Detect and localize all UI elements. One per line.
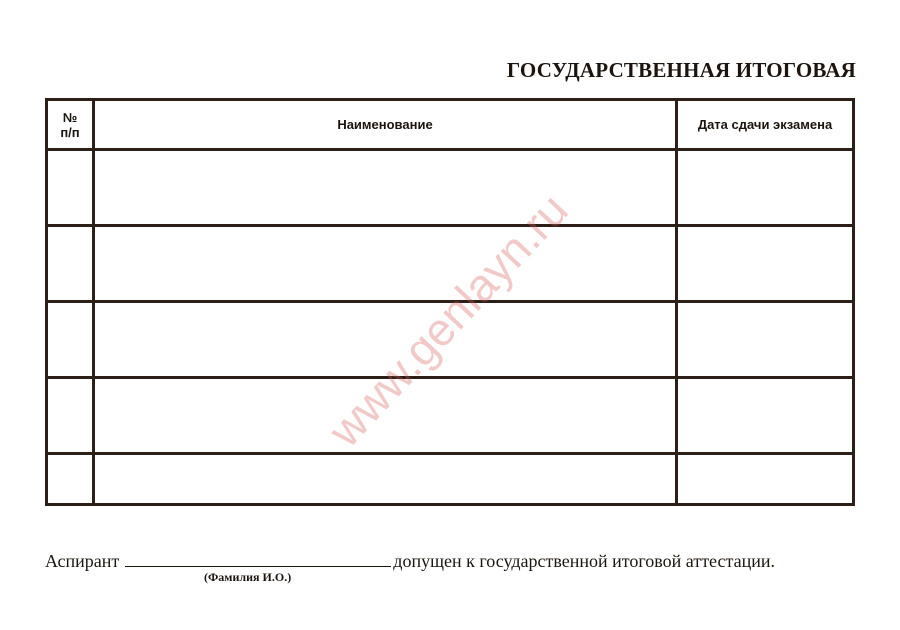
admission-text: допущен к государственной итоговой аттестации.: [393, 551, 775, 571]
name-field-caption: (Фамилия И.О.): [204, 570, 292, 584]
admission-statement: [45, 548, 775, 572]
header-number: [47, 100, 94, 150]
table-header-row: [47, 100, 854, 150]
applicant-name-field[interactable]: [125, 548, 391, 567]
header-number-line2: п/п: [60, 124, 80, 140]
applicant-label: Аспирант: [45, 551, 120, 571]
cell-exam-date[interactable]: [677, 454, 854, 505]
cell-exam-date[interactable]: [677, 226, 854, 302]
cell-name[interactable]: [94, 150, 677, 226]
cell-exam-date[interactable]: [677, 378, 854, 454]
document-title: ГОСУДАРСТВЕННАЯ ИТОГОВАЯ: [506, 58, 856, 82]
cell-name[interactable]: [94, 226, 677, 302]
header-number-line1: №: [62, 109, 78, 125]
table-row: [47, 302, 854, 378]
cell-number[interactable]: [47, 302, 94, 378]
cell-exam-date[interactable]: [677, 302, 854, 378]
cell-number[interactable]: [47, 378, 94, 454]
cell-exam-date[interactable]: [677, 150, 854, 226]
exam-table: [45, 98, 855, 506]
table-row: [47, 226, 854, 302]
watermark: www.genlayn.ru: [318, 183, 578, 457]
cell-name[interactable]: [94, 454, 677, 505]
table-row: [47, 454, 854, 505]
header-name: Наименование: [94, 100, 677, 150]
header-exam-date: Дата сдачи экзамена: [677, 100, 854, 150]
cell-name[interactable]: [94, 378, 677, 454]
table-row: [47, 150, 854, 226]
cell-number[interactable]: [47, 454, 94, 505]
cell-name[interactable]: [94, 302, 677, 378]
table-row: [47, 378, 854, 454]
cell-number[interactable]: [47, 150, 94, 226]
cell-number[interactable]: [47, 226, 94, 302]
